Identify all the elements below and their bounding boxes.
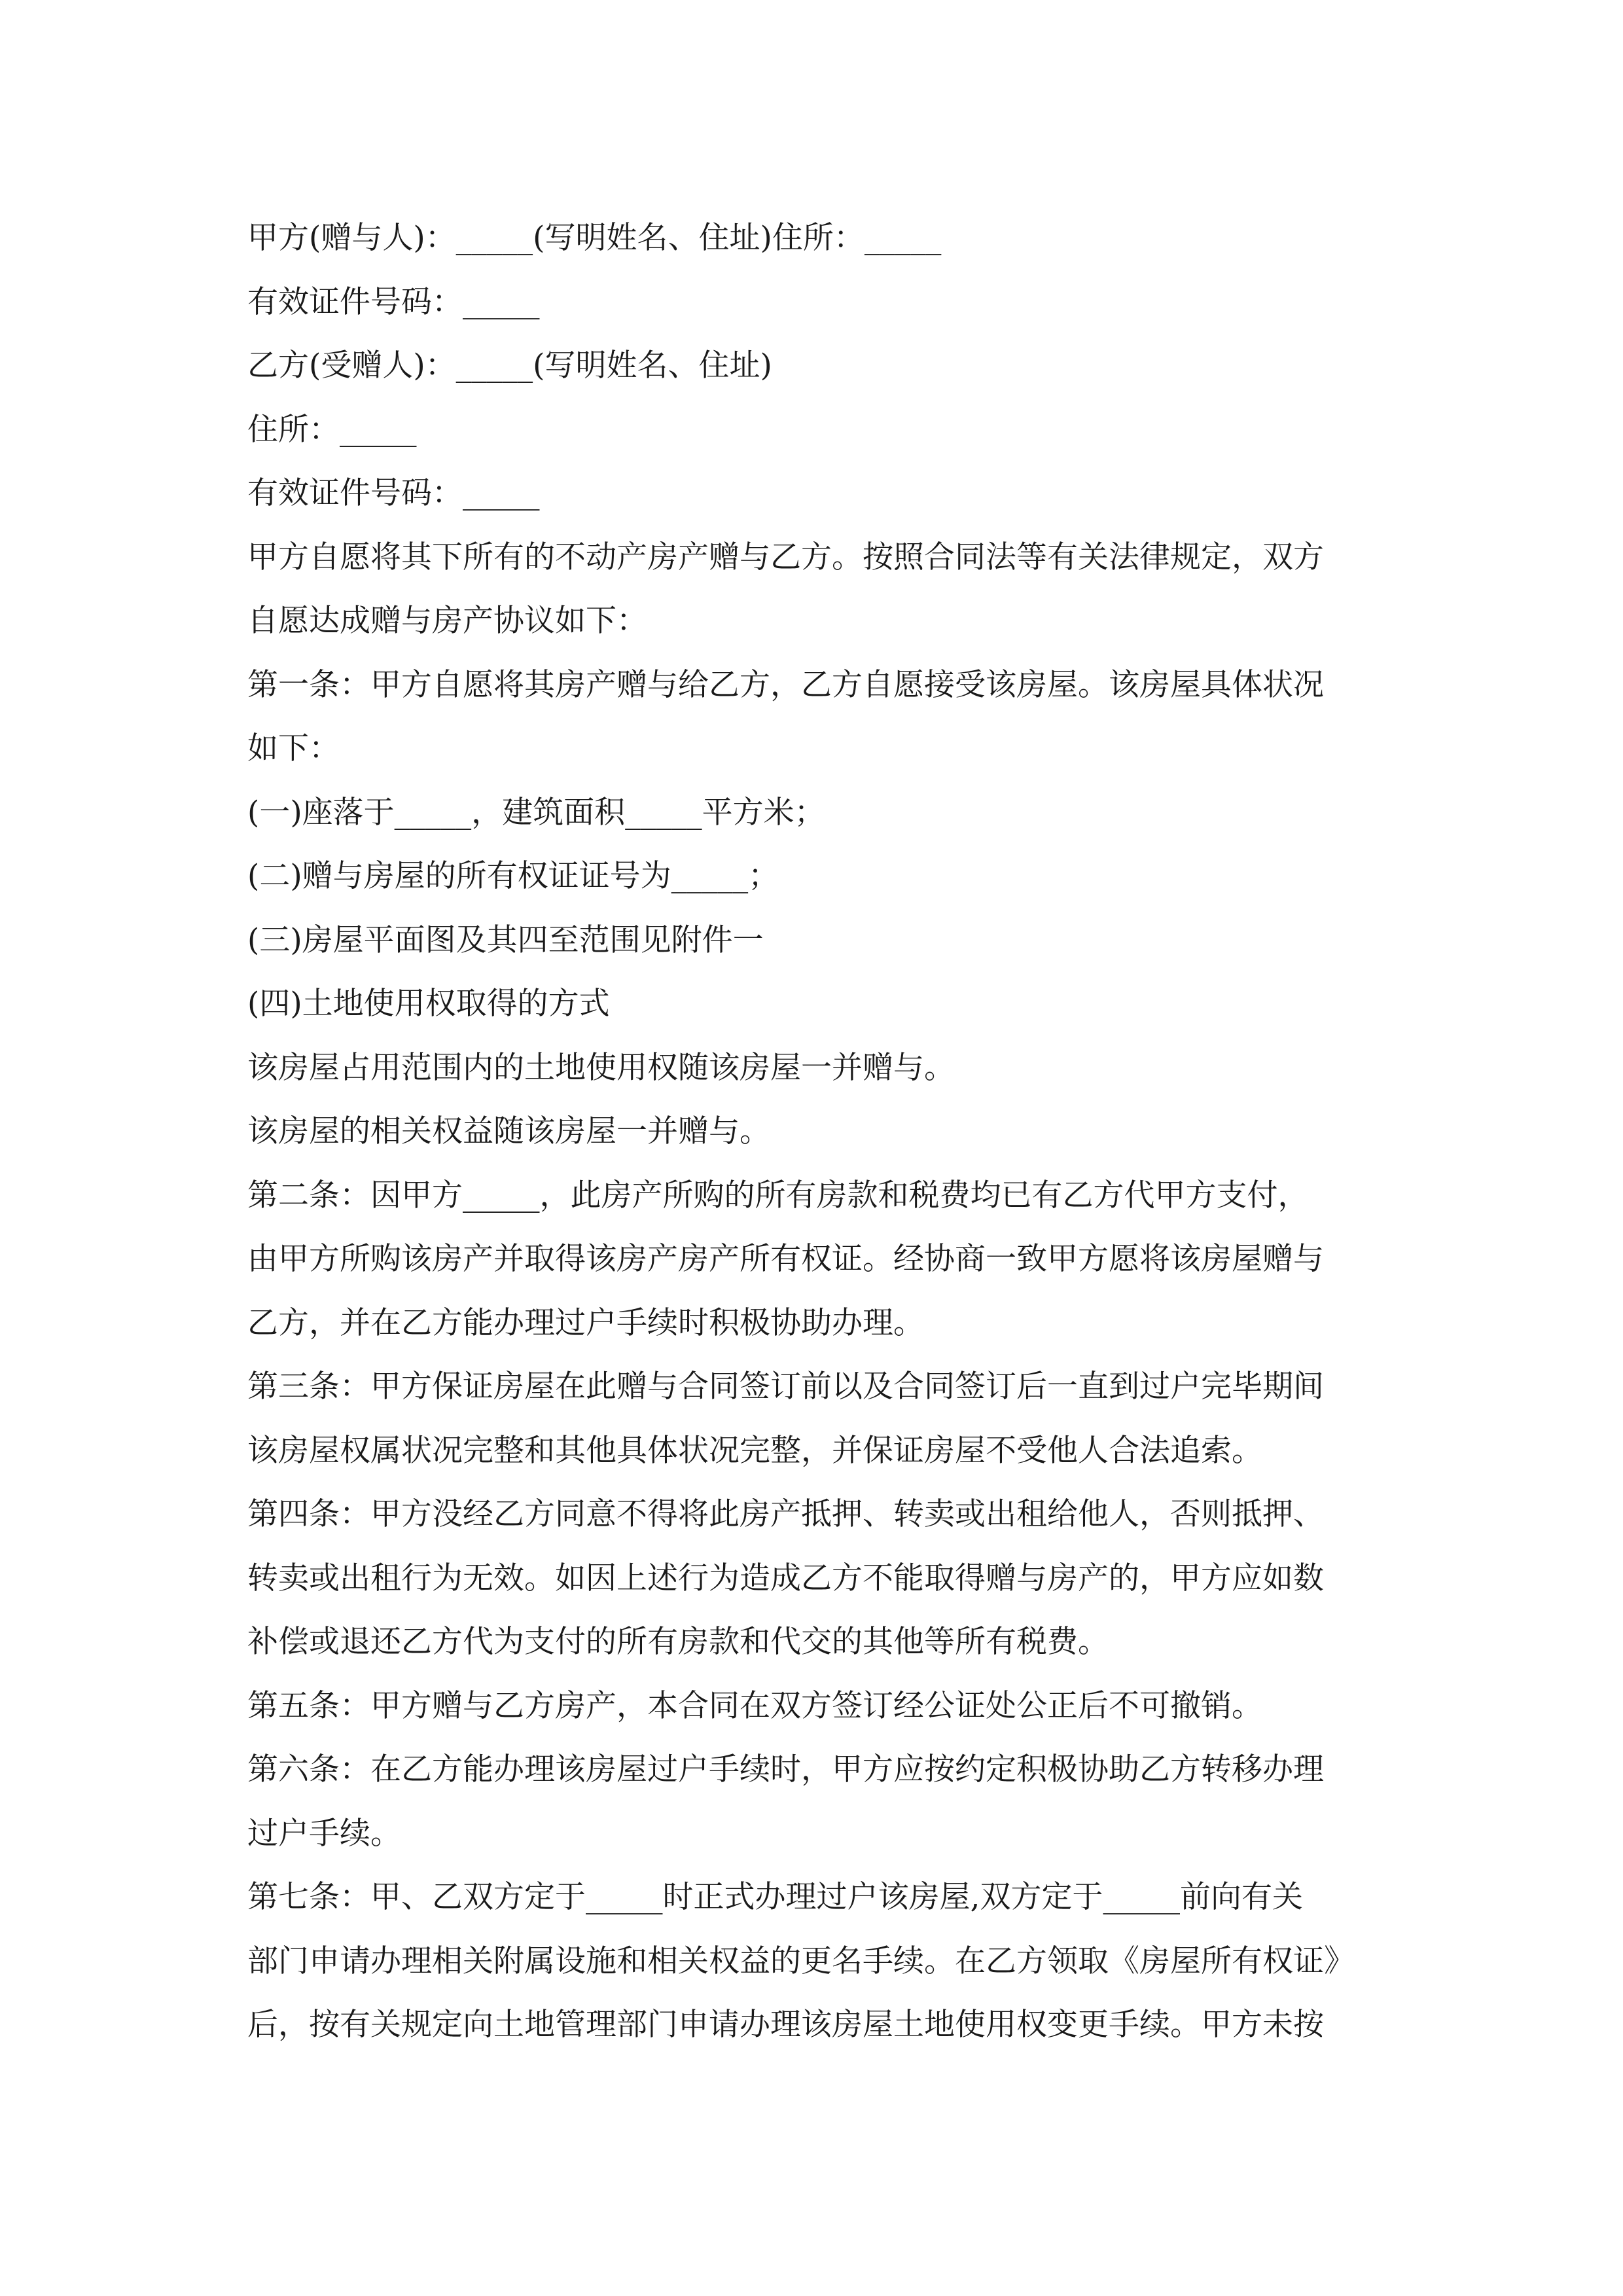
text-line: 乙方，并在乙方能办理过户手续时积极协助办理。: [247, 1304, 924, 1341]
text-line: 乙方(受赠人)：_____(写明姓名、住址): [247, 348, 772, 384]
text-line: 甲方自愿将其下所有的不动产房产赠与乙方。按照合同法等有关法律规定，双方: [247, 539, 1324, 575]
text-line: 自愿达成赠与房产协议如下：: [247, 603, 647, 639]
text-line: (四)土地使用权取得的方式: [247, 986, 610, 1022]
text-line: 部门申请办理相关附属设施和相关权益的更名手续。在乙方领取《房屋所有权证》: [247, 1943, 1355, 1979]
text-line: 第七条：甲、乙双方定于_____时正式办理过户该房屋,双方定于_____前向有关: [247, 1879, 1303, 1915]
text-line: 第五条：甲方赠与乙方房产，本合同在双方签订经公证处公正后不可撤销。: [247, 1687, 1262, 1724]
text-line: 第二条：因甲方_____，此房产所购的所有房款和税费均已有乙方代甲方支付，: [247, 1177, 1309, 1213]
text-line: 转卖或出租行为无效。如因上述行为造成乙方不能取得赠与房产的，甲方应如数: [247, 1560, 1324, 1596]
text-line: 住所：_____: [247, 411, 417, 448]
text-line: 由甲方所购该房产并取得该房产房产所有权证。经协商一致甲方愿将该房屋赠与: [247, 1241, 1324, 1277]
text-line: 补偿或退还乙方代为支付的所有房款和代交的其他等所有税费。: [247, 1624, 1109, 1660]
text-line: 甲方(赠与人)：_____(写明姓名、住址)住所：_____: [247, 220, 942, 256]
text-line: (一)座落于_____，建筑面积_____平方米；: [247, 794, 825, 831]
text-line: (三)房屋平面图及其四至范围见附件一: [247, 922, 764, 958]
document-body: [247, 206, 1389, 2057]
text-line: 有效证件号码：_____: [247, 475, 540, 511]
text-line: 如下：: [247, 730, 340, 766]
text-line: 有效证件号码：_____: [247, 283, 540, 320]
text-line: 后，按有关规定向土地管理部门申请办理该房屋土地使用权变更手续。甲方未按: [247, 2007, 1324, 2043]
text-line: 第三条：甲方保证房屋在此赠与合同签订前以及合同签订后一直到过户完毕期间: [247, 1369, 1324, 1405]
text-line: 该房屋权属状况完整和其他具体状况完整，并保证房屋不受他人合法追索。: [247, 1432, 1262, 1469]
text-line: 第一条：甲方自愿将其房产赠与给乙方，乙方自愿接受该房屋。该房屋具体状况: [247, 666, 1324, 703]
text-line: 第四条：甲方没经乙方同意不得将此房产抵押、转卖或出租给他人，否则抵押、: [247, 1496, 1324, 1532]
text-line: 该房屋的相关权益随该房屋一并赠与。: [247, 1113, 770, 1149]
text-line: (二)赠与房屋的所有权证证号为_____；: [247, 858, 779, 894]
text-line: 该房屋占用范围内的土地使用权随该房屋一并赠与。: [247, 1049, 955, 1086]
text-line: 过户手续。: [247, 1815, 401, 1852]
text-line: 第六条：在乙方能办理该房屋过户手续时，甲方应按约定积极协助乙方转移办理: [247, 1751, 1324, 1787]
